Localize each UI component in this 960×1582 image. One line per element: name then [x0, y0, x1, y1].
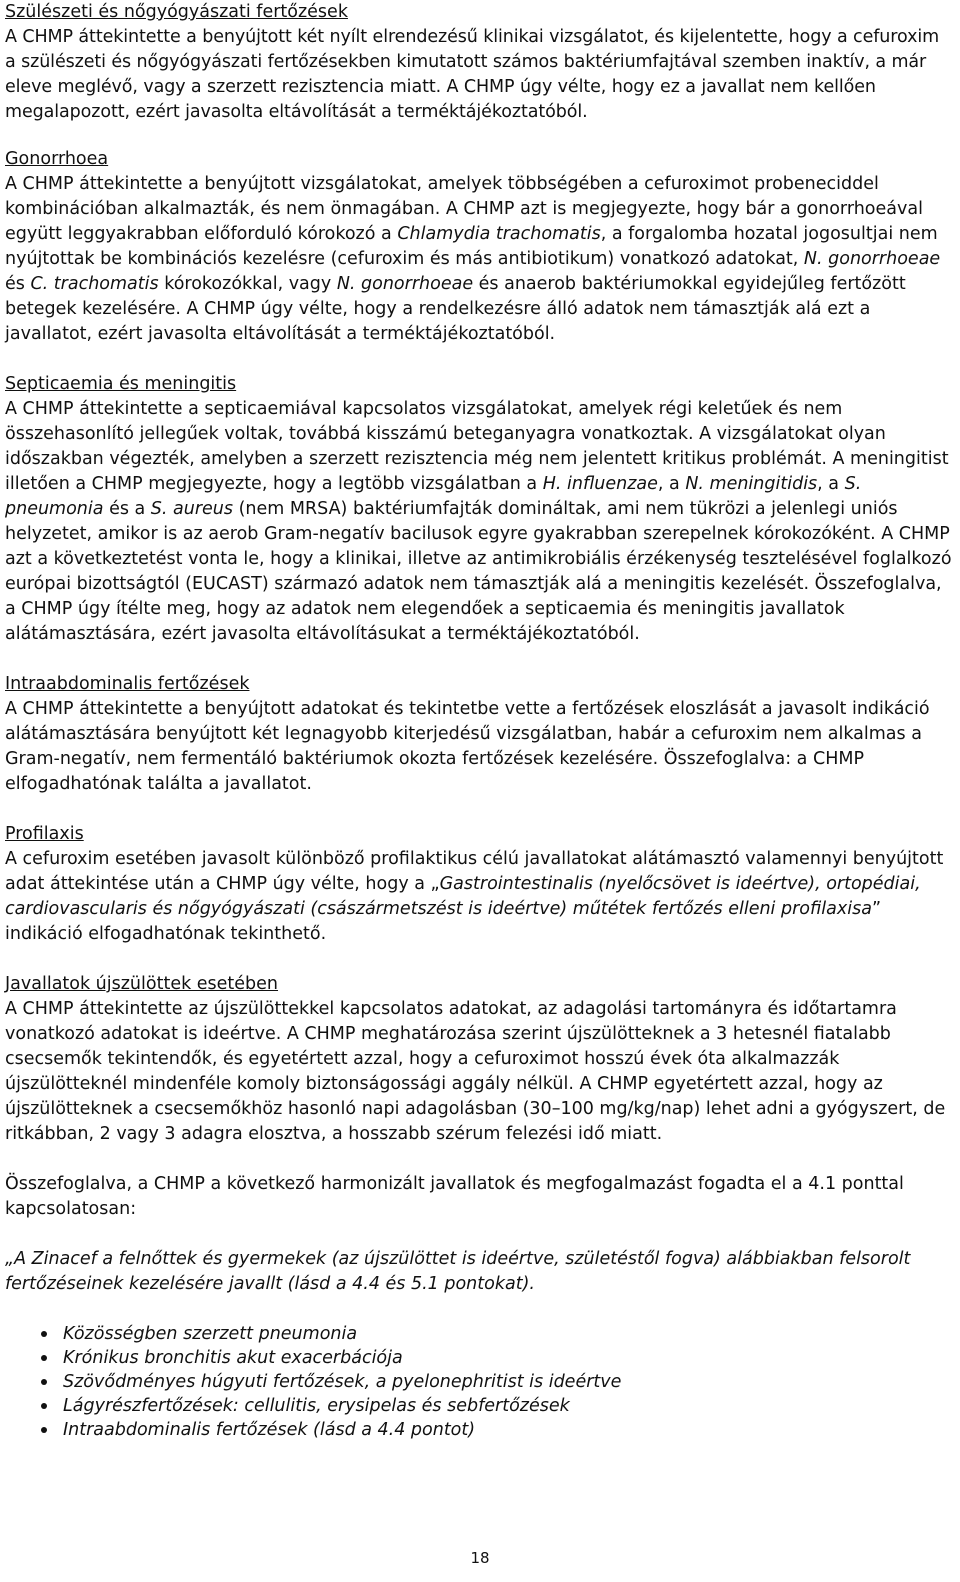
organism-name: H. influenzae	[542, 474, 658, 494]
section-heading: Gonorrhoea	[5, 149, 109, 169]
section-neonates	[5, 972, 955, 1147]
bullet-icon	[41, 1355, 47, 1361]
bullet-icon	[41, 1403, 47, 1409]
section-paragraph: A CHMP áttekintette a benyújtott adatokat és tekintetbe vette a fertőzések eloszlását a javasolt indikáció alátámasztására benyújtott két legnagyobb kiterjedésű vizsgálatban, habár a cefuroxim nem alkalmas a Gram-negatív, nem fermentáló baktériumok okozta fertőzések kezelésére. Összefoglalva: a CHMP elfogadhatónak találta a javallatot.	[5, 699, 930, 794]
organism-name: S. pneumonia	[5, 474, 862, 519]
section-paragraph: A CHMP áttekintette az újszülöttekkel kapcsolatos adatokat, az adagolási tartományra és időtartamra vonatkozó adatokat is ideértve. A CHMP meghatározása szerint újszülötteknek a 3 hetesnél fiatalabb csecsemők tekintendők, és egyetértett azzal, hogy a cefuroximot hosszú évek óta alkalmazzák újszülötteknél mindenféle komoly biztonságossági aggály nélkül. A CHMP egyetértett azzal, hogy az újszülötteknek a csecsemőkhöz hasonló napi adagolásban (30–100 mg/kg/nap) lehet adni a gyógyszert, de ritkábban, 2 vagy 3 adagra elosztva, a hosszabb szérum felezési idő miatt.	[5, 999, 946, 1144]
list-item: Lágyrészfertőzések: cellulitis, erysipelas és sebfertőzések	[41, 1394, 955, 1418]
summary-paragraph: Összefoglalva, a CHMP a következő harmonizált javallatok és megfogalmazást fogadta el a 4.1 ponttal kapcsolatosan:	[5, 1174, 904, 1219]
bullet-icon	[41, 1427, 47, 1433]
section-paragraph: A CHMP áttekintette a septicaemiával kapcsolatos vizsgálatokat, amelyek régi keletűek és nem összehasonlító jellegűek voltak, továbbá kisszámú beteganyagra vonatkoztak. A vizsgálatokat olyan időszakban végezték, amelyben a szerzett rezisztencia még nem jelentett kritikus problémát. A meningitist illetően a CHMP megjegyezte, hogy a legtöbb vizsgálatban a H. influenzae, a N. meningitidis, a S. pneumonia és a S. aureus (nem MRSA) baktériumfajták domináltak, ami nem tükrözi a jelenlegi uniós helyzetet, amikor is az aerob Gram-negatív bacilusok egyre gyakrabban szerepelnek kórokozóként. A CHMP azt a következtetést vonta le, hogy a klinikai, illetve az antimikrobiális érzékenység tesztelésével foglalkozó európai bizottságtól (EUCAST) származó adatok nem támasztják alá a meningitis kezelését. Összefoglalva, a CHMP úgy ítélte meg, hogy az adatok nem elegendőek a septicaemia és meningitis javallatok alátámasztására, ezért javasolta eltávolításukat a terméktájékoztatóból.	[5, 399, 952, 644]
section-septicaemia	[5, 372, 955, 647]
section-heading: Javallatok újszülöttek esetében	[5, 974, 279, 994]
organism-name: N. gonorrhoeae	[336, 274, 474, 294]
page-number: 18	[470, 1549, 490, 1567]
indication-quote: Gastrointestinalis (nyelőcsövet is ideértve), ortopédiai, cardiovascularis és nőgyógyászati (császármetszést is ideértve) műtétek fertőzés elleni profilaxisa	[5, 874, 921, 919]
organism-name: S. aureus	[150, 499, 234, 519]
list-item: Közösségben szerzett pneumonia	[41, 1322, 955, 1346]
section-paragraph: A CHMP áttekintette a benyújtott két nyílt elrendezésű klinikai vizsgálatot, és kijelentette, hogy a cefuroxim a szülészeti és nőgyógyászati fertőzésekben kimutatott számos baktériumfajtával szemben inaktív, a már eleve meglévő, vagy a szerzett rezisztencia miatt. A CHMP úgy vélte, hogy ez a javallat nem kellően megalapozott, ezért javasolta eltávolítását a terméktájékoztatóból.	[5, 27, 940, 122]
organism-name: N. meningitidis	[685, 474, 818, 494]
section-paragraph: A CHMP áttekintette a benyújtott vizsgálatokat, amelyek többségében a cefuroximot probeneciddel kombinációban alkalmazták, és nem önmagában. A CHMP azt is megjegyezte, hogy bár a gonorrhoeával együtt leggyakrabban előforduló kórokozó a Chlamydia trachomatis, a forgalomba hozatal jogosultjai nem nyújtottak be kombinációs kezelésre (cefuroxim és más antibiotikum) vonatkozó adatokat, N. gonorrhoeae és C. trachomatis kórokozókkal, vagy N. gonorrhoeae és anaerob baktériumokkal egyidejűleg fertőzött betegek kezelésére. A CHMP úgy vélte, hogy a rendelkezésre álló adatok nem támasztják alá ezt a javallatot, ezért javasolta eltávolítását a terméktájékoztatóból.	[5, 174, 941, 344]
section-gonorrhoea	[5, 147, 955, 347]
section-heading: Profilaxis	[5, 824, 84, 844]
organism-name: C. trachomatis	[30, 274, 159, 294]
bullet-icon	[41, 1379, 47, 1385]
indication-quote: „A Zinacef a felnőttek és gyermekek (az újszülöttet is ideértve, születéstől fogva) alábbiakban felsorolt fertőzéseinek kezelésére javallt (lásd a 4.4 és 5.1 pontokat).	[5, 1249, 911, 1294]
list-item: Krónikus bronchitis akut exacerbációja	[41, 1346, 955, 1370]
section-heading: Intraabdominalis fertőzések	[5, 674, 250, 694]
indication-list	[5, 1322, 955, 1442]
list-item: Intraabdominalis fertőzések (lásd a 4.4 pontot)	[41, 1418, 955, 1442]
organism-name: N. gonorrhoeae	[803, 249, 941, 269]
bullet-icon	[41, 1331, 47, 1337]
section-intraabdominal	[5, 672, 955, 797]
section-summary	[5, 1172, 955, 1442]
list-item: Szövődményes húgyuti fertőzések, a pyelonephritist is ideértve	[41, 1370, 955, 1394]
document-page	[5, 0, 955, 1567]
section-heading: Szülészeti és nőgyógyászati fertőzések	[5, 2, 348, 22]
section-prophylaxis	[5, 822, 955, 947]
section-paragraph: A cefuroxim esetében javasolt különböző profilaktikus célú javallatokat alátámasztó valamennyi benyújtott adat áttekintése után a CHMP úgy vélte, hogy a „Gastrointestinalis (nyelőcsövet is ideértve), ortopédiai, cardiovascularis és nőgyógyászati (császármetszést is ideértve) műtétek fertőzés elleni profilaxisa” indikáció elfogadhatónak tekinthető.	[5, 849, 944, 944]
section-heading: Septicaemia és meningitis	[5, 374, 237, 394]
section-obstetric	[5, 0, 955, 125]
organism-name: Chlamydia trachomatis	[397, 224, 601, 244]
